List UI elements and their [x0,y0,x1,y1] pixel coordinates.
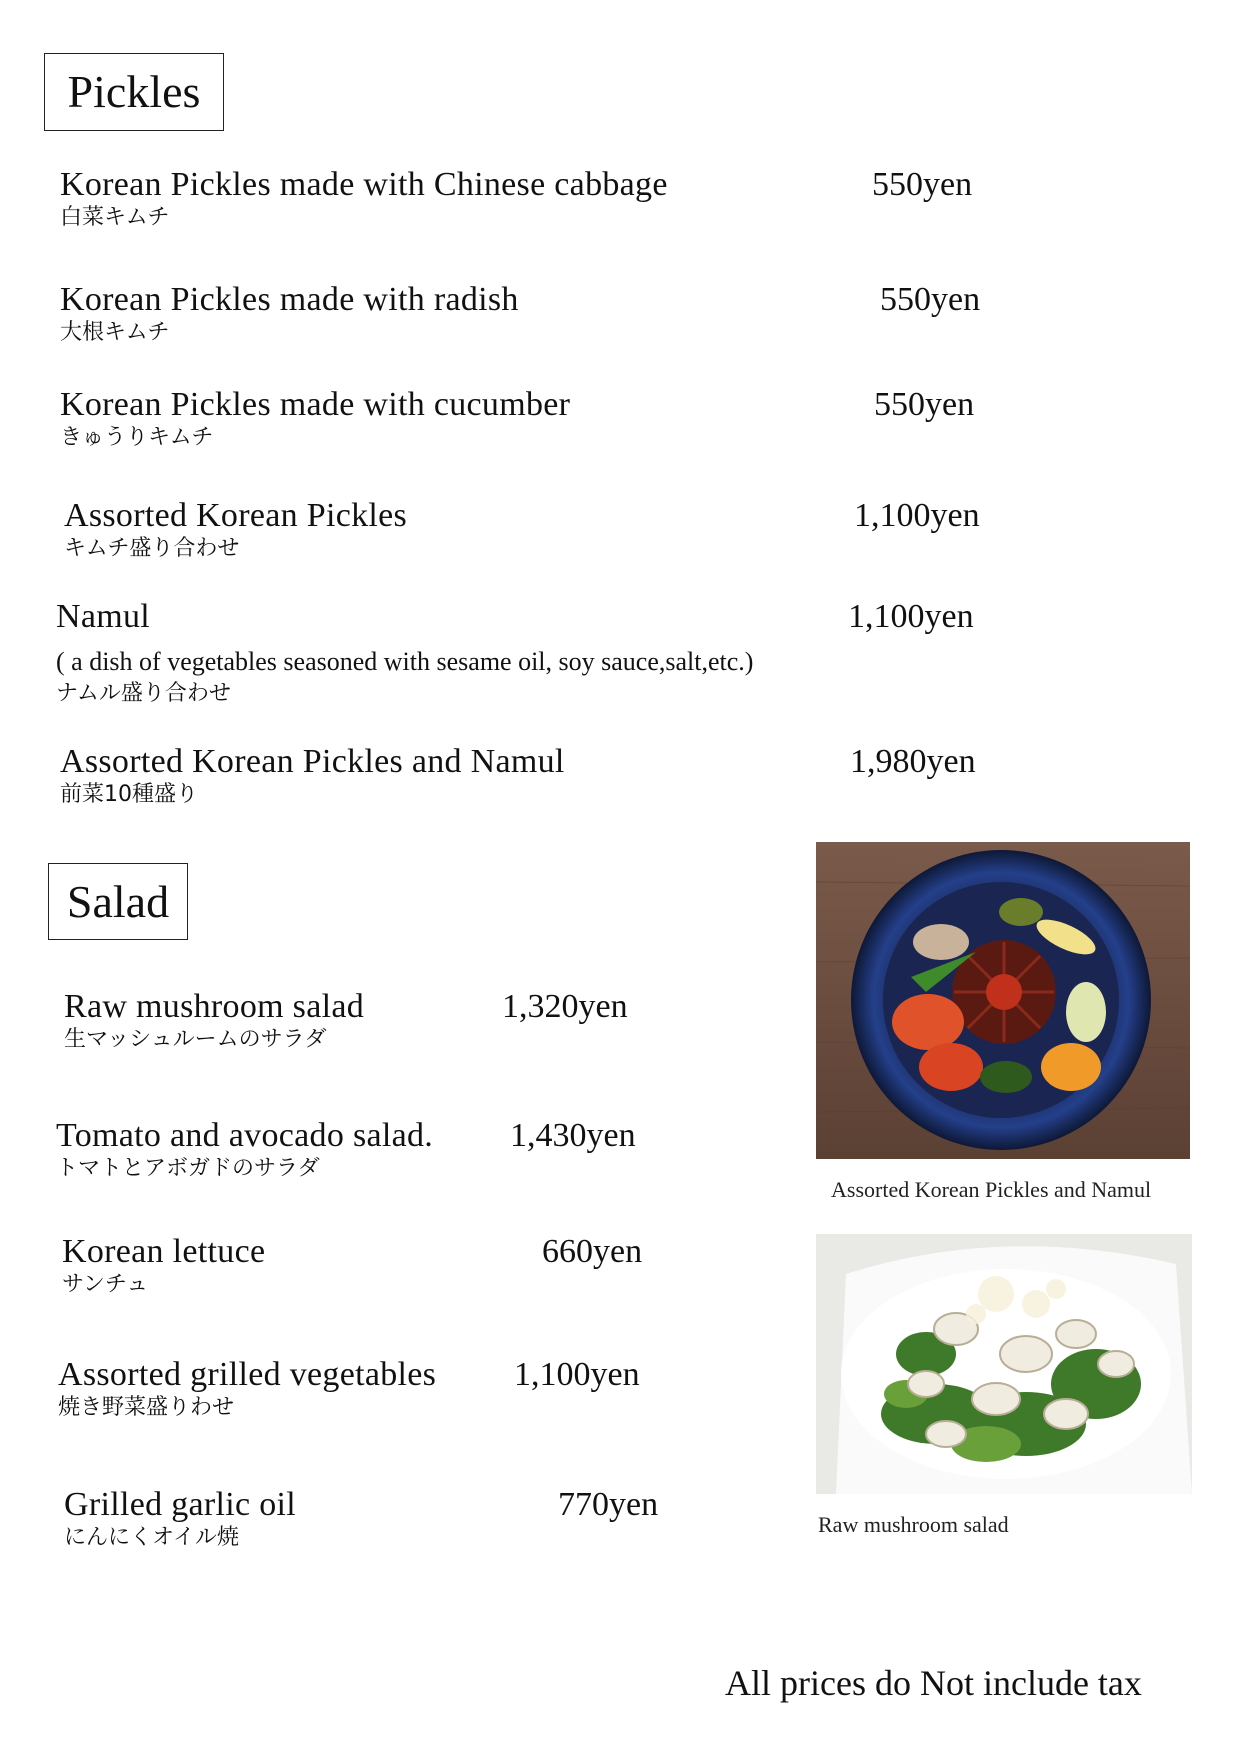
item-price: 550yen [872,166,973,203]
item-jp-name: ナムル盛り合わせ [56,681,231,707]
menu-item-korean-lettuce [62,1233,265,1299]
item-name: Korean Pickles made with Chinese cabbage [60,166,668,203]
menu-item-chinese-cabbage [60,166,668,232]
item-jp-name: 焼き野菜盛りわせ [58,1395,235,1421]
mushroom-salad-photo [816,1234,1192,1494]
item-price: 1,100yen [854,497,980,534]
photo-caption: Raw mushroom salad [818,1512,1009,1537]
item-jp-name: キムチ盛り合わせ [64,536,240,562]
item-price: 1,980yen [850,743,976,780]
item-jp-name: 生マッシュルームのサラダ [64,1027,327,1053]
item-name: Korean lettuce [62,1233,266,1270]
item-jp-name: 前菜10種盛り [60,782,198,808]
item-jp-name: サンチュ [62,1272,149,1298]
pickles-heading-text: Pickles [67,66,201,117]
item-name: Assorted Korean Pickles [64,497,408,534]
item-name: Korean Pickles made with cucumber [60,386,571,423]
pickles-namul-plate-image [816,842,1190,1159]
menu-item-grilled-vegetables [58,1356,436,1422]
menu-item-cucumber [60,386,570,452]
item-name: Assorted grilled vegetables [58,1356,437,1393]
item-description: ( a dish of vegetables seasoned with sesame oil, soy sauce,salt,etc.) [56,647,754,677]
salad-heading-text: Salad [66,875,170,927]
item-price: 770yen [558,1486,659,1523]
item-price: 550yen [874,386,975,423]
item-jp-name: 白菜キムチ [60,205,170,231]
item-price: 550yen [880,281,981,318]
item-jp-name: にんにくオイル焼 [64,1525,239,1551]
item-name: Korean Pickles made with radish [60,281,519,318]
tax-note: All prices do Not include tax [725,1663,1142,1703]
menu-item-radish [60,281,519,347]
pickles-namul-photo [816,842,1190,1159]
item-price: 660yen [542,1233,643,1270]
item-name: Raw mushroom salad [64,988,365,1025]
mushroom-salad-image [816,1234,1192,1494]
menu-item-assorted-pickles [64,497,407,563]
item-name: Assorted Korean Pickles and Namul [60,743,565,780]
menu-item-raw-mushroom-salad [64,988,364,1054]
salad-heading [48,863,188,940]
item-name: Grilled garlic oil [64,1486,296,1523]
menu-item-grilled-garlic-oil [64,1486,296,1552]
item-price: 1,100yen [848,598,974,635]
pickles-heading [44,53,224,131]
item-jp-name: きゅうりキムチ [60,425,214,451]
item-name: Tomato and avocado salad. [56,1117,434,1154]
item-name: Namul [56,598,151,635]
menu-item-tomato-avocado-salad [56,1117,433,1183]
item-price: 1,430yen [510,1117,636,1154]
item-jp-name: 大根キムチ [60,320,170,346]
photo-caption: Assorted Korean Pickles and Namul [831,1177,1152,1202]
item-price: 1,100yen [514,1356,640,1393]
item-price: 1,320yen [502,988,628,1025]
item-jp-name: トマトとアボガドのサラダ [56,1156,320,1182]
menu-item-pickles-and-namul [60,743,565,809]
menu-item-namul [56,598,753,708]
